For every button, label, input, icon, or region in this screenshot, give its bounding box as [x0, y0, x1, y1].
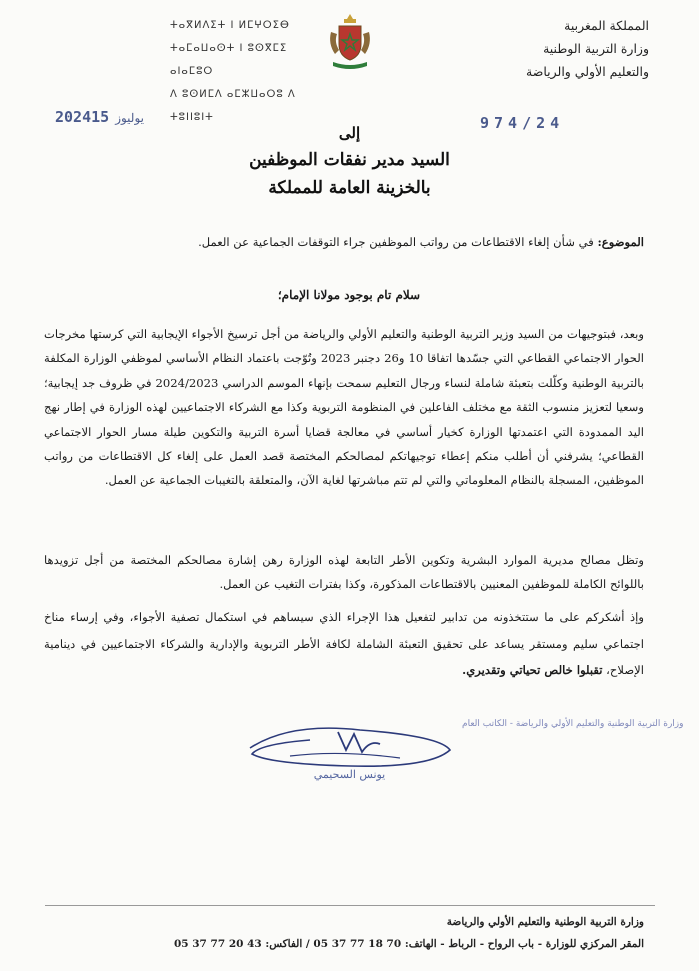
addressee-line-2: بالخزينة العامة للمملكة	[268, 178, 431, 198]
body-paragraph-3-text: وإذ أشكركم على ما ستتخذونه من تدابير لتفعيل هذا الإجراء الذي سيساهم في استكمال تصفية الأجواء، وفي إرساء مناخ اجتماعي سليم ومستقر يساعد على تحقيق التعبئة الشاملة لكافة الأطر التربوية والإدارية والشركاء الاجتماعيين في دينامية الإصلاح،	[44, 610, 644, 677]
tifinagh-line-3: ⴷ ⵓⵙⵍⵎⴷ ⴰⵎⵣⵡⴰⵔⵓ ⴷ ⵜⵓⵏⵏⵓⵏⵜ	[170, 89, 296, 123]
header-tifinagh	[170, 14, 330, 129]
greeting: سلام تام بوجود مولانا الإمام؛	[277, 288, 421, 302]
header-arabic	[449, 14, 649, 83]
body-paragraph-1: وبعد، فبتوجيهات من السيد وزير التربية الوطنية والتعليم الأولي والرياضة من أجل ترسيخ الأجواء الإيجابية التي كرستها مخرجات الحوار الاجتماعي القطاعي التي جسّدها اتفاقا 10 و26 دجنبر 2023 وتُوّجت باعتماد النظام الأساسي لموظفي الوزارة المكلفة بالتربية الوطنية وكلّلت بتعبئة شاملة لنساء ورجال التعليم سمحت بإنهاء الموسم الدراسي 2024/2023 في ظروف جد إيجابية؛ وسعيا لتعزيز منسوب الثقة مع مختلف الفاعلين في المنظومة التربوية وكذا مع الشركاء الاجتماعيين لهذه الوزارة في إطار نهج اليد الممدودة التي اعتمدتها الوزارة كخيار أساسي في معالجة قضايا أسرة التربية والتكوين طيلة مسار الحوار الاجتماعي القطاعي؛ يشرفني أن أطلب منكم إعطاء توجيهاتكم لمصالحكم المختصة قصد العمل على إلغاء كل الاقتطاعات من رواتب الموظفين، المسجلة بالنظام المعلوماتي والتي لم تتم مباشرتها لغاية الآن، والمتعلقة بالتغيبات الجماعية عن العمل.	[44, 327, 645, 488]
date-month: يوليوز	[115, 111, 144, 125]
subject-text: في شأن إلغاء الاقتطاعات من رواتب الموظفين جراء التوقفات الجماعية عن العمل.	[198, 235, 594, 249]
tifinagh-line-2: ⵜⴰⵎⴰⵡⴰⵙⵜ ⵏ ⵓⵙⴳⵎⵉ ⴰⵏⴰⵎⵓⵔ	[170, 43, 288, 77]
date-day: 15	[91, 108, 110, 126]
reference-text: 974/24	[480, 114, 565, 132]
subject-line	[44, 232, 644, 252]
date-year: 2024	[55, 108, 92, 126]
addressee-line-1: السيد مدير نفقات الموظفين	[249, 150, 450, 170]
addressee-to: إلى	[338, 124, 361, 142]
footer-address: المقر المركزي للوزارة - باب الرواح - الرباط - الهاتف: 70 18 77 37 05 / الفاكس: 43 20 77 37 05	[173, 938, 644, 950]
header-ministry-2: والتعليم الأولي والرياضة	[526, 64, 649, 79]
header-ministry-1: وزارة التربية الوطنية	[543, 41, 649, 56]
signature-stamp-text: وزارة التربية الوطنية والتعليم الأولي والرياضة - الكاتب العام	[462, 719, 684, 729]
signatory-name: يونس السحيمي	[313, 768, 386, 781]
tifinagh-line-1: ⵜⴰⴳⵍⴷⵉⵜ ⵏ ⵍⵎⵖⵔⵉⴱ	[170, 20, 290, 31]
closing-phrase: تقبلوا خالص تحياتي وتقديري.	[462, 663, 603, 677]
body-paragraph-2: وتظل مصالح مديرية الموارد البشرية وتكوين الأطر التابعة لهذه الوزارة رهن إشارة مصالحكم المختصة من أجل تزويدها باللوائح الكاملة للموظفين المعنيين بالاقتطاعات المذكورة، وكذا بفترات التغيب عن العمل.	[44, 553, 644, 591]
header-kingdom: المملكة المغربية	[564, 18, 649, 33]
body-paragraph-3	[44, 604, 644, 684]
footer-divider	[45, 905, 655, 906]
subject-label: الموضوع:	[597, 235, 644, 249]
royal-emblem-icon	[325, 10, 375, 72]
footer-ministry: وزارة التربية الوطنية والتعليم الأولي والرياضة	[446, 916, 644, 928]
